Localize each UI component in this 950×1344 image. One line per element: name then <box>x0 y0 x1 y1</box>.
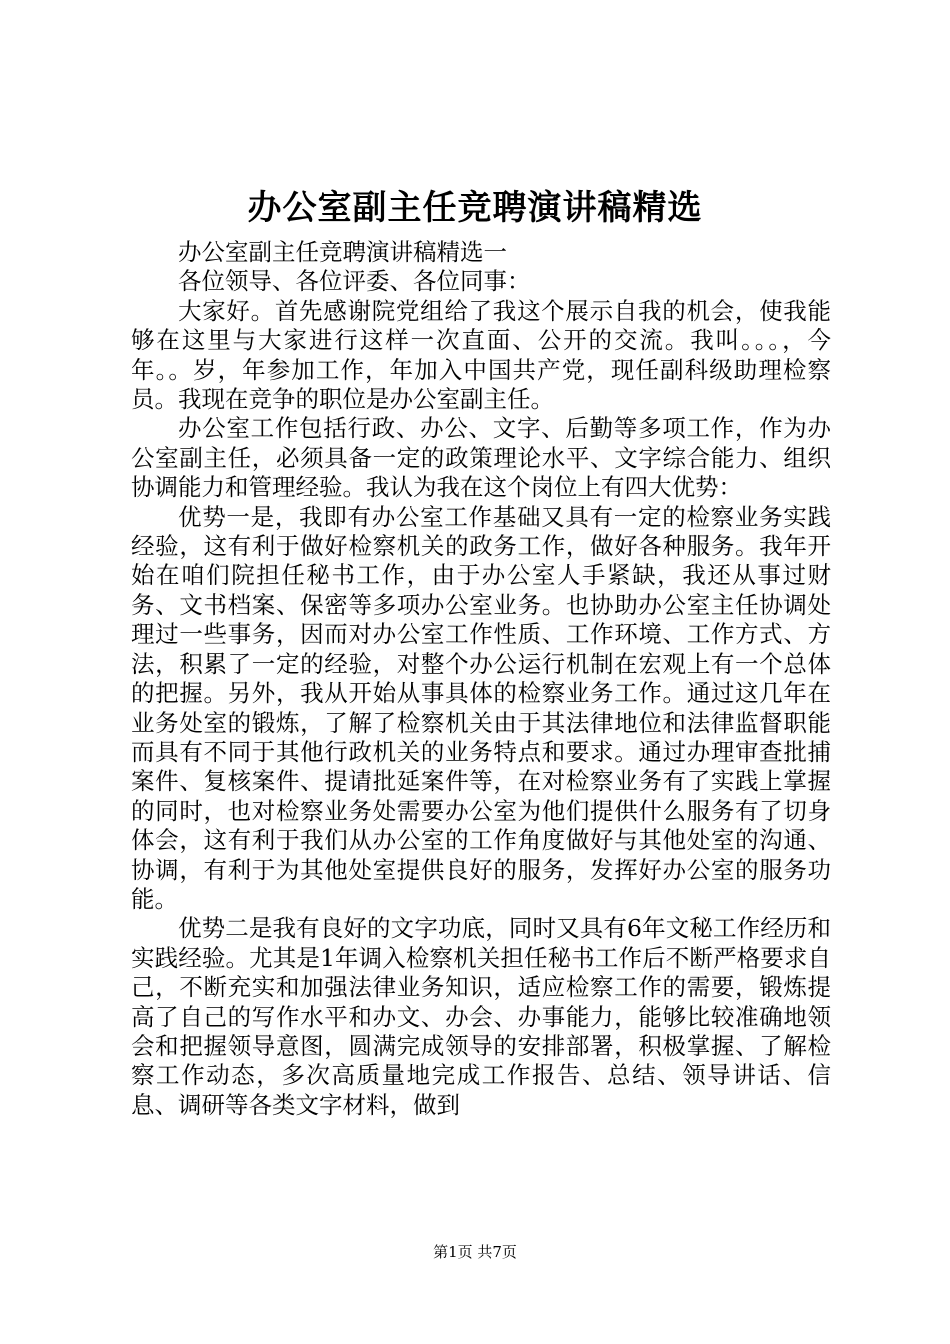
page-footer: 第1页 共7页 <box>433 1243 517 1261</box>
paragraph-advantage-one: 优势一是，我即有办公室工作基础又具有一定的检察业务实践经验，这有利于做好检察机关的政务工作，做好各种服务。我年开始在咱们院担任秘书工作，由于办公室人手紧缺，我还从事过财务、文书档案、保密等多项办公室业务。也协助办公室主任协调处理过一些事务，因而对办公室工作性质、工作环境、工作方式、方法，积累了一定的经验，对整个办公运行机制在宏观上有一个总体的把握。另外，我从开始从事具体的检察业务工作。通过这几年在业务处室的锻炼，了解了检察机关由于其法律地位和法律监督职能而具有不同于其他行政机关的业务特点和要求。通过办理审查批捕案件、复核案件、提请批延案件等，在对检察业务有了实践上掌握的同时，也对检察业务处需要办公室为他们提供什么服务有了切身体会，这有利于我们从办公室的工作角度做好与其他处室的沟通、协调，有利于为其他处室提供良好的服务，发挥好办公室的服务功能。 <box>131 502 831 913</box>
document-body <box>131 238 831 1120</box>
document-title: 办公室副主任竞聘演讲稿精选 <box>247 188 703 228</box>
paragraph-subtitle: 办公室副主任竞聘演讲稿精选一 <box>178 238 507 266</box>
paragraph-job-overview: 办公室工作包括行政、办公、文字、后勤等多项工作，作为办公室副主任，必须具备一定的政策理论水平、文字综合能力、组织协调能力和管理经验。我认为我在这个岗位上有四大优势： <box>131 414 831 502</box>
paragraph-advantage-two: 优势二是我有良好的文字功底，同时又具有6年文秘工作经历和实践经验。尤其是1年调入检察机关担任秘书工作后不断严格要求自己，不断充实和加强法律业务知识，适应检察工作的需要，锻炼提高了自己的写作水平和办文、办会、办事能力，能够比较准确地领会和把握领导意图，圆满完成领导的安排部署，积极掌握、了解检察工作动态，多次高质量地完成工作报告、总结、领导讲话、信息、调研等各类文字材料，做到 <box>131 914 831 1119</box>
paragraph-introduction: 大家好。首先感谢院党组给了我这个展示自我的机会，使我能够在这里与大家进行这样一次直面、公开的交流。我叫。。。，今年。。岁，年参加工作，年加入中国共产党，现任副科级助理检察员。我现在竞争的职位是办公室副主任。 <box>131 296 831 414</box>
paragraph-salutation: 各位领导、各位评委、各位同事： <box>178 267 531 296</box>
